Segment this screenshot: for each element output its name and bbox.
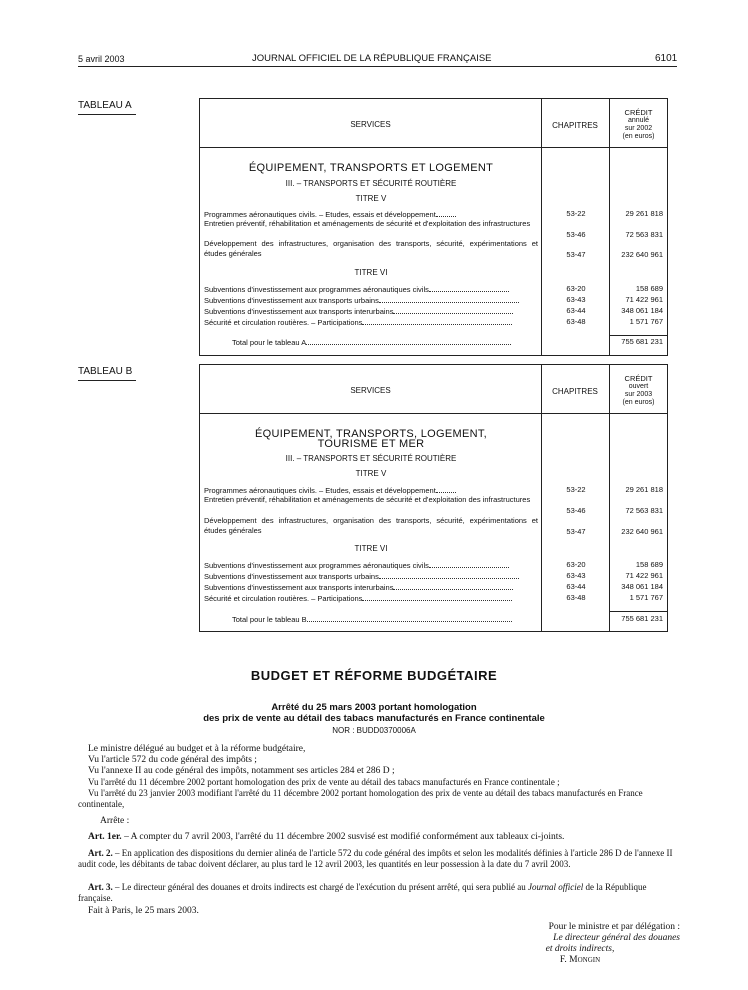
table-row: Subventions d'investissement aux programmes aéronautiques civils: [204, 560, 538, 571]
table-row: Subventions d'investissement aux programmes aéronautiques civils: [204, 284, 538, 295]
table-row: Subventions d'investissement aux transports urbains: [204, 295, 538, 306]
table-row: Subventions d'investissement aux transports interurbains: [204, 306, 538, 317]
vu-paragraph: Vu l'arrêté du 23 janvier 2003 modifiant l'arrêté du 11 décembre 2002 portant homologation des prix de vente au détail des tabacs manufacturés en France continentale,: [78, 788, 643, 809]
section-subtitle: III. – TRANSPORTS ET SÉCURITÉ ROUTIÈRE: [285, 179, 457, 188]
credit-cell: 1 571 767: [629, 317, 663, 326]
credit-cell: 232 640 961: [621, 527, 663, 536]
chapitre-cell: 53-47: [566, 250, 586, 259]
titre-vi: TITRE VI: [354, 268, 388, 277]
chapitre-cell: 63-20: [566, 284, 586, 293]
credit-cell: 72 563 831: [625, 506, 663, 515]
table-row: Programmes aéronautiques civils. – Etudes, essais et développement: [204, 209, 538, 220]
chapitre-cell: 63-43: [566, 295, 586, 304]
vu-paragraph: Vu l'article 572 du code général des impôts ;: [88, 755, 257, 765]
table-row: Subventions d'investissement aux transports urbains: [204, 571, 538, 582]
page-date: 5 avril 2003: [78, 54, 125, 64]
ministry-title: ÉQUIPEMENT, TRANSPORTS, LOGEMENT,: [255, 428, 487, 440]
vu-paragraph: Vu l'arrêté du 11 décembre 2002 portant homologation des prix de vente au détail des tabacs manufacturés en France continentale ;: [88, 777, 560, 787]
col-chapitres: CHAPITRES: [552, 121, 598, 130]
col-chapitres: CHAPITRES: [552, 387, 598, 396]
chapitre-cell: 53-22: [566, 485, 586, 494]
credit-cell: 71 422 961: [625, 571, 663, 580]
credit-cell: 232 640 961: [621, 250, 663, 259]
titre-v: TITRE V: [355, 194, 387, 203]
intro-paragraph: Le ministre délégué au budget et à la réforme budgétaire,: [88, 744, 306, 754]
table-row: Développement des infrastructures, organisation des transports, sécurité, expérimentations et études générales: [204, 516, 538, 535]
chapitre-cell: 53-46: [566, 230, 586, 239]
table-row: Subventions d'investissement aux transports interurbains: [204, 582, 538, 593]
journal-title: JOURNAL OFFICIEL DE LA RÉPUBLIQUE FRANÇAISE: [252, 53, 492, 64]
chapitre-cell: 63-48: [566, 317, 586, 326]
section-subtitle: III. – TRANSPORTS ET SÉCURITÉ ROUTIÈRE: [285, 454, 457, 463]
signature-line-2: Le directeur général des douanes: [553, 933, 680, 943]
table-row: Sécurité et circulation routières. – Participations: [204, 317, 538, 328]
credit-cell: 29 261 818: [625, 485, 663, 494]
chapitre-cell: 63-20: [566, 560, 586, 569]
arrete-word: Arrête :: [100, 816, 130, 826]
section-title: BUDGET ET RÉFORME BUDGÉTAIRE: [250, 668, 498, 683]
total-row: Total pour le tableau A: [232, 337, 511, 347]
chapitre-cell: 53-46: [566, 506, 586, 515]
credit-cell: 158 689: [635, 560, 663, 569]
arrete-title-line2: des prix de vente au détail des tabacs manufacturés en France continentale: [203, 713, 545, 724]
tableau-b-label: TABLEAU B: [78, 366, 133, 377]
col-services: SERVICES: [350, 386, 391, 395]
total-value: 755 681 231: [621, 614, 663, 623]
chapitre-cell: 53-22: [566, 209, 586, 218]
header-rule: [78, 66, 677, 67]
arrete-title-line1: Arrêté du 25 mars 2003 portant homologation: [271, 702, 477, 713]
chapitre-cell: 63-44: [566, 582, 586, 591]
page-number: 6101: [655, 53, 678, 64]
tableau-a-label: TABLEAU A: [78, 100, 132, 111]
chapitre-cell: 63-48: [566, 593, 586, 602]
ministry-title: ÉQUIPEMENT, TRANSPORTS ET LOGEMENT: [248, 162, 494, 174]
col-services: SERVICES: [350, 120, 391, 129]
table-row: Entretien préventif, réhabilitation et aménagements de sécurité et d'exploitation des infrastructures: [204, 495, 531, 504]
total-row: Total pour le tableau B: [232, 614, 512, 624]
titre-v: TITRE V: [355, 469, 387, 478]
chapitre-cell: 63-43: [566, 571, 586, 580]
ministry-title-line2: TOURISME ET MER: [317, 438, 425, 450]
table-row: Programmes aéronautiques civils. – Etudes, essais et développement: [204, 485, 538, 496]
chapitre-cell: 53-47: [566, 527, 586, 536]
titre-vi: TITRE VI: [354, 544, 388, 553]
signature-line-1: Pour le ministre et par délégation :: [548, 922, 680, 932]
col-credit: CRÉDIT annulé sur 2002 (en euros): [622, 108, 655, 140]
signature-line-3: et droits indirects,: [545, 944, 615, 954]
credit-cell: 158 689: [635, 284, 663, 293]
credit-cell: 72 563 831: [625, 230, 663, 239]
vu-paragraph: Vu l'annexe II au code général des impôts, notamment ses articles 284 et 286 D ;: [88, 766, 395, 776]
credit-cell: 29 261 818: [625, 209, 663, 218]
table-row: Entretien préventif, réhabilitation et aménagements de sécurité et d'exploitation des infrastructures: [204, 219, 531, 228]
tableau-a: [199, 98, 668, 356]
article-2: Art. 2. – En application des dispositions du dernier alinéa de l'article 572 du code général des impôts et selon les modalités définies à l'article 286 D de l'annexe II audit code, les débitants de tabac doivent déclarer, au plus tard le 12 avril 2003, les quantités en leur possession à la date du 7 avril 2003.: [78, 848, 673, 869]
tableau-b: [199, 364, 668, 632]
credit-cell: 71 422 961: [625, 295, 663, 304]
table-row: Développement des infrastructures, organisation des transports, sécurité, expérimentations et études générales: [204, 239, 538, 258]
nor-reference: NOR : BUDD0370006A: [332, 726, 416, 735]
table-row: Sécurité et circulation routières. – Participations: [204, 593, 538, 604]
credit-cell: 1 571 767: [629, 593, 663, 602]
chapitre-cell: 63-44: [566, 306, 586, 315]
signatory-name: F. Mongin: [559, 955, 601, 965]
signature-date: Fait à Paris, le 25 mars 2003.: [88, 906, 199, 916]
article-1: Art. 1er. – A compter du 7 avril 2003, l'arrêté du 11 décembre 2002 susvisé est modifié conformément aux tableaux ci-joints.: [88, 832, 565, 842]
total-value: 755 681 231: [621, 337, 663, 346]
credit-cell: 348 061 184: [621, 582, 663, 591]
article-3: Art. 3. – Le directeur général des douanes et droits indirects est chargé de l'exécution du présent arrêté, qui sera publié au Journal officiel de la République française.: [78, 882, 647, 903]
credit-cell: 348 061 184: [621, 306, 663, 315]
col-credit: CRÉDIT ouvert sur 2003 (en euros): [622, 374, 655, 406]
